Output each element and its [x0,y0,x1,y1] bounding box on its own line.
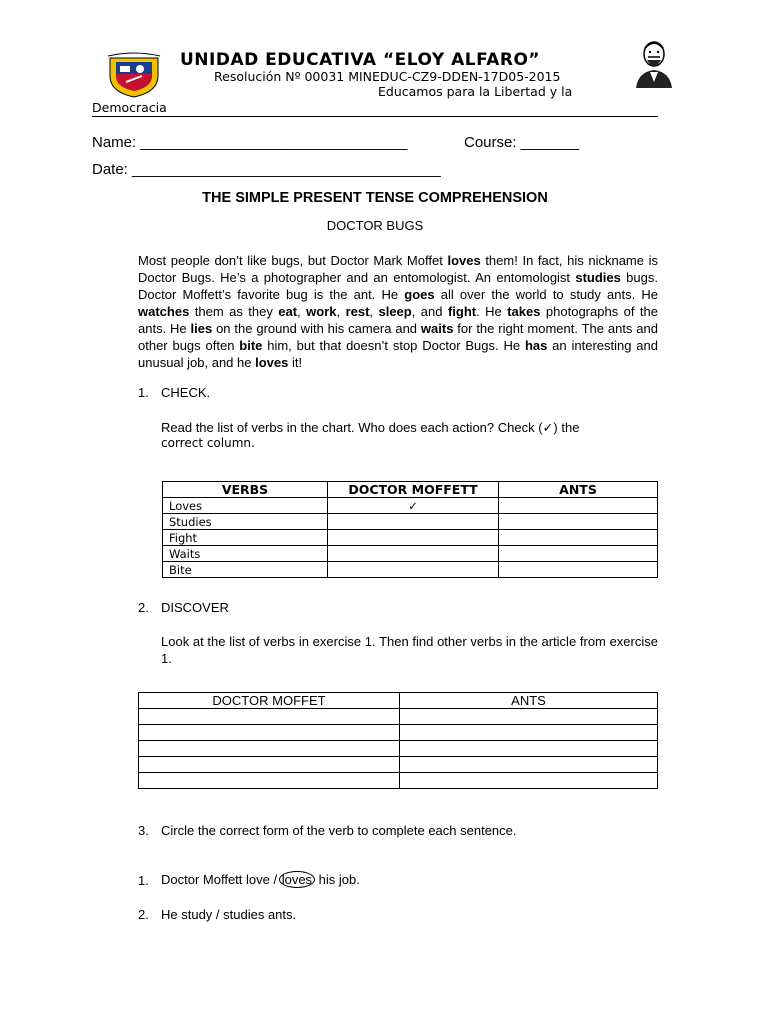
reading-paragraph [138,252,658,371]
motto-text: Educamos para la Libertad y la [378,84,573,99]
column-header-verbs: VERBS [163,482,328,498]
doctor-moffett-cell[interactable] [328,546,499,562]
portrait-illustration [630,38,678,90]
table-row [163,562,658,578]
section-1-number: 1. [138,385,149,400]
motto-text-continued: Democracia [92,100,167,115]
table-header-row [139,693,658,709]
highlighted-verb: studies [575,270,621,285]
column-header-doctor-moffet: DOCTOR MOFFET [139,693,400,709]
doctor-moffett-cell[interactable] [328,530,499,546]
section-3-title: Circle the correct form of the verb to complete each sentence. [161,823,517,838]
exercise-1-text-after: his job. [315,872,360,887]
column-header-ants: ANTS [499,482,658,498]
answer-cell[interactable] [400,773,658,789]
column-header-doctor-moffett: DOCTOR MOFFETT [328,482,499,498]
table-row [163,514,658,530]
school-crest-logo [106,52,162,98]
answer-cell[interactable] [139,773,400,789]
highlighted-verb: fight [447,304,477,319]
answer-cell[interactable] [400,725,658,741]
answer-cell[interactable] [400,709,658,725]
discover-verbs-table [138,692,658,789]
paragraph-text: them! In fact, his nickname is Doctor Bugs. He’s a photographer and an entomologist. An entomologist [138,253,659,285]
table-row [163,530,658,546]
exercise-2-number: 2. [138,907,149,922]
paragraph-text: , and [411,304,448,319]
column-header-ants: ANTS [400,693,658,709]
doctor-moffett-cell[interactable] [328,562,499,578]
highlighted-verb: rest [345,304,370,319]
exercise-2-sentence[interactable]: He study / studies ants. [161,907,297,922]
exercise-1-number: 1. [138,873,149,888]
doctor-moffett-cell[interactable] [328,514,499,530]
table-row [163,498,658,514]
resolution-text: Resolución Nº 00031 MINEDUC-CZ9-DDEN-17D05-2015 [214,69,561,84]
table-row [163,546,658,562]
name-field[interactable]: Name: ________________________________ [92,134,408,151]
section-2-instructions: Look at the list of verbs in exercise 1. Then find other verbs in the article from exercise 1. [161,634,658,666]
exercise-1-sentence [161,871,360,888]
highlighted-verb: has [524,338,548,353]
answer-cell[interactable] [139,725,400,741]
answer-cell[interactable] [139,709,400,725]
paragraph-text: it! [288,355,303,370]
reading-subtitle: DOCTOR BUGS [326,218,424,233]
circled-answer[interactable]: loves [279,871,315,888]
highlighted-verb: sleep [378,304,412,319]
highlighted-verb: loves [255,355,289,370]
verbs-check-table [162,481,658,578]
paragraph-text: on the ground with his camera and [212,321,421,336]
section-2-title: DISCOVER [161,600,229,615]
paragraph-text: , [297,304,307,319]
ants-cell[interactable] [499,498,658,514]
paragraph-text: photographs of the ants. He [138,304,658,336]
verb-cell: Bite [163,562,328,578]
answer-cell[interactable] [139,741,400,757]
highlighted-verb: goes [404,287,435,302]
section-1-instructions-continued: correct column. [161,436,255,450]
verb-cell: Waits [163,546,328,562]
worksheet-title: THE SIMPLE PRESENT TENSE COMPREHENSION [202,190,548,206]
table-row [139,725,658,741]
highlighted-verb: waits [420,321,454,336]
highlighted-verb: lies [190,321,213,336]
paragraph-text: an interesting and unusual job, and he [138,338,658,370]
paragraph-text: all over the world to study ants. He [434,287,658,302]
answer-cell[interactable] [139,757,400,773]
verb-cell: Fight [163,530,328,546]
paragraph-text: . He [476,304,508,319]
paragraph-text: Most people don’t like bugs, but Doctor Mark Moffet [138,253,448,268]
verb-cell: Loves [163,498,328,514]
ants-cell[interactable] [499,546,658,562]
highlighted-verb: eat [278,304,298,319]
answer-cell[interactable] [400,757,658,773]
school-name: UNIDAD EDUCATIVA “ELOY ALFARO” [180,50,541,70]
table-row [139,741,658,757]
section-3-number: 3. [138,823,149,838]
course-field[interactable]: Course: _______ [464,134,580,151]
paragraph-text: bugs. Doctor Moffett’s favorite bug is the ant. He [138,270,658,302]
ants-cell[interactable] [499,562,658,578]
paragraph-text: them as they [189,304,279,319]
paragraph-text: for the right moment. The ants and other bugs often [138,321,658,353]
paragraph-text: , [369,304,379,319]
ants-cell[interactable] [499,514,658,530]
date-field[interactable]: Date: _____________________________________ [92,161,441,178]
table-row [139,757,658,773]
highlighted-verb: takes [507,304,541,319]
exercise-1-text-before: Doctor Moffett love / [161,872,281,887]
answer-cell[interactable] [400,741,658,757]
table-row [139,773,658,789]
section-1-instructions: Read the list of verbs in the chart. Who does each action? Check (✓) the [161,420,580,435]
section-1-title: CHECK. [161,385,211,400]
highlighted-verb: work [306,304,337,319]
paragraph-text: him, but that doesn’t stop Doctor Bugs. He [262,338,525,353]
highlighted-verb: loves [447,253,481,268]
header-divider [92,116,658,117]
section-2-number: 2. [138,600,149,615]
table-row [139,709,658,725]
highlighted-verb: bite [239,338,263,353]
paragraph-text: , [336,304,346,319]
ants-cell[interactable] [499,530,658,546]
table-header-row [163,482,658,498]
highlighted-verb: watches [138,304,190,319]
doctor-moffett-cell[interactable]: ✓ [328,498,499,514]
verb-cell: Studies [163,514,328,530]
